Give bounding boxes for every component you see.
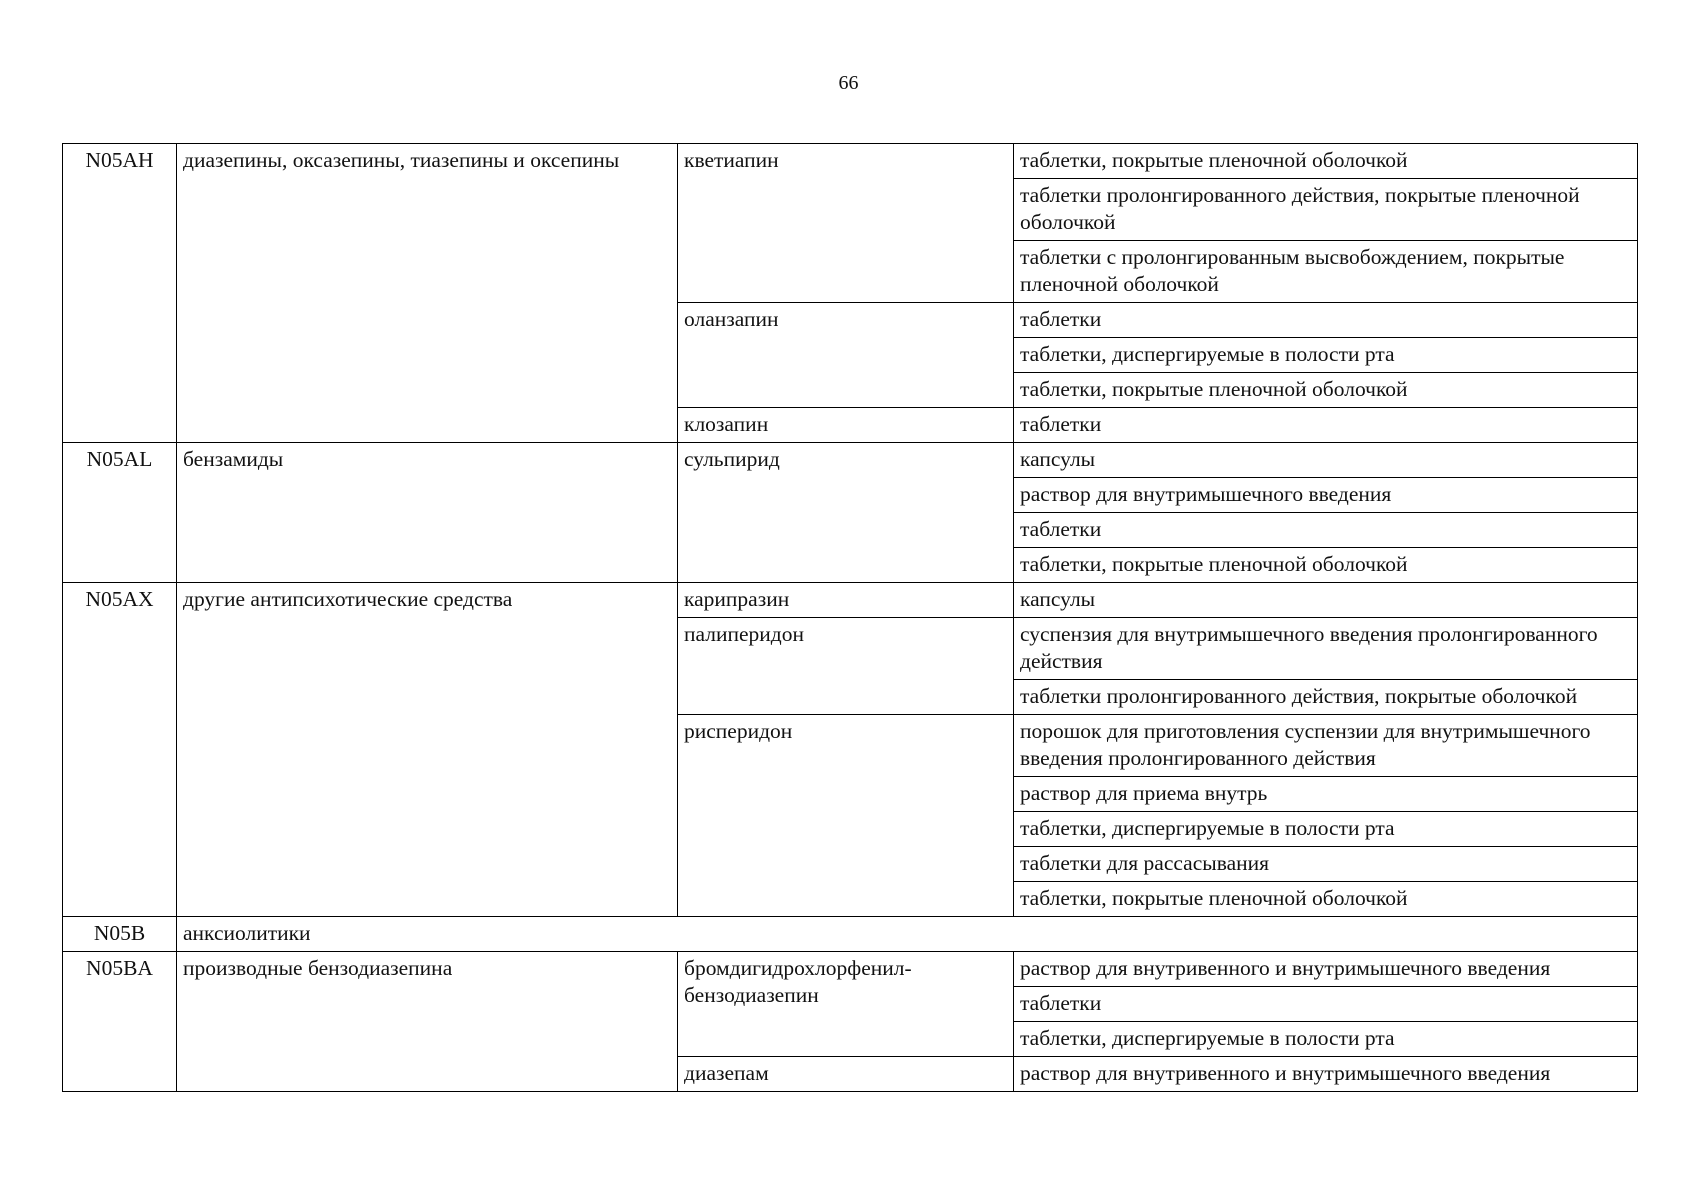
page-number: 66 [838, 72, 859, 94]
table-row [63, 583, 1638, 618]
table-row [63, 952, 1638, 987]
dosage-form-cell: таблетки, диспергируемые в полости рта [1014, 1022, 1638, 1057]
dosage-form-cell: таблетки [1014, 303, 1638, 338]
dosage-form-cell: таблетки, покрытые пленочной оболочкой [1014, 373, 1638, 408]
table-row [63, 917, 1638, 952]
dosage-form-cell: суспензия для внутримышечного введения пролонгированного действия [1014, 618, 1638, 680]
table-row [63, 144, 1638, 179]
dosage-form-cell: таблетки [1014, 513, 1638, 548]
dosage-form-cell: таблетки для рассасывания [1014, 847, 1638, 882]
dosage-form-cell: таблетки пролонгированного действия, покрытые оболочкой [1014, 680, 1638, 715]
atc-code-cell: N05AX [63, 583, 177, 917]
dosage-form-cell: таблетки [1014, 408, 1638, 443]
group-name-cell: другие антипсихотические средства [177, 583, 678, 917]
group-name-cell: производные бензодиазепина [177, 952, 678, 1092]
substance-cell: палиперидон [678, 618, 1014, 715]
dosage-form-cell: таблетки, покрытые пленочной оболочкой [1014, 548, 1638, 583]
dosage-form-cell: капсулы [1014, 583, 1638, 618]
table-row [63, 443, 1638, 478]
atc-code-cell: N05B [63, 917, 177, 952]
dosage-form-cell: таблетки [1014, 987, 1638, 1022]
dosage-form-cell: таблетки с пролонгированным высвобождением, покрытые пленочной оболочкой [1014, 241, 1638, 303]
atc-code-cell: N05AL [63, 443, 177, 583]
dosage-form-cell: раствор для внутримышечного введения [1014, 478, 1638, 513]
dosage-form-cell: порошок для приготовления суспензии для внутримышечного введения пролонгированного действия [1014, 715, 1638, 777]
substance-cell: диазепам [678, 1057, 1014, 1092]
substance-cell: рисперидон [678, 715, 1014, 917]
dosage-form-cell: раствор для приема внутрь [1014, 777, 1638, 812]
group-name-cell: анксиолитики [177, 917, 1638, 952]
substance-cell: сульпирид [678, 443, 1014, 583]
atc-code-cell: N05BA [63, 952, 177, 1092]
substance-cell: карипразин [678, 583, 1014, 618]
dosage-form-cell: таблетки, диспергируемые в полости рта [1014, 338, 1638, 373]
dosage-form-cell: таблетки пролонгированного действия, покрытые пленочной оболочкой [1014, 179, 1638, 241]
dosage-form-cell: таблетки, покрытые пленочной оболочкой [1014, 882, 1638, 917]
dosage-form-cell: капсулы [1014, 443, 1638, 478]
group-name-cell: диазепины, оксазепины, тиазепины и оксепины [177, 144, 678, 443]
group-name-cell: бензамиды [177, 443, 678, 583]
substance-cell: бромдигидрохлорфенил-бензодиазепин [678, 952, 1014, 1057]
dosage-form-cell: таблетки, диспергируемые в полости рта [1014, 812, 1638, 847]
dosage-form-cell: раствор для внутривенного и внутримышечного введения [1014, 952, 1638, 987]
substance-cell: оланзапин [678, 303, 1014, 408]
drug-table [62, 143, 1638, 1092]
substance-cell: кветиапин [678, 144, 1014, 303]
substance-cell: клозапин [678, 408, 1014, 443]
dosage-form-cell: раствор для внутривенного и внутримышечного введения [1014, 1057, 1638, 1092]
atc-code-cell: N05AH [63, 144, 177, 443]
dosage-form-cell: таблетки, покрытые пленочной оболочкой [1014, 144, 1638, 179]
